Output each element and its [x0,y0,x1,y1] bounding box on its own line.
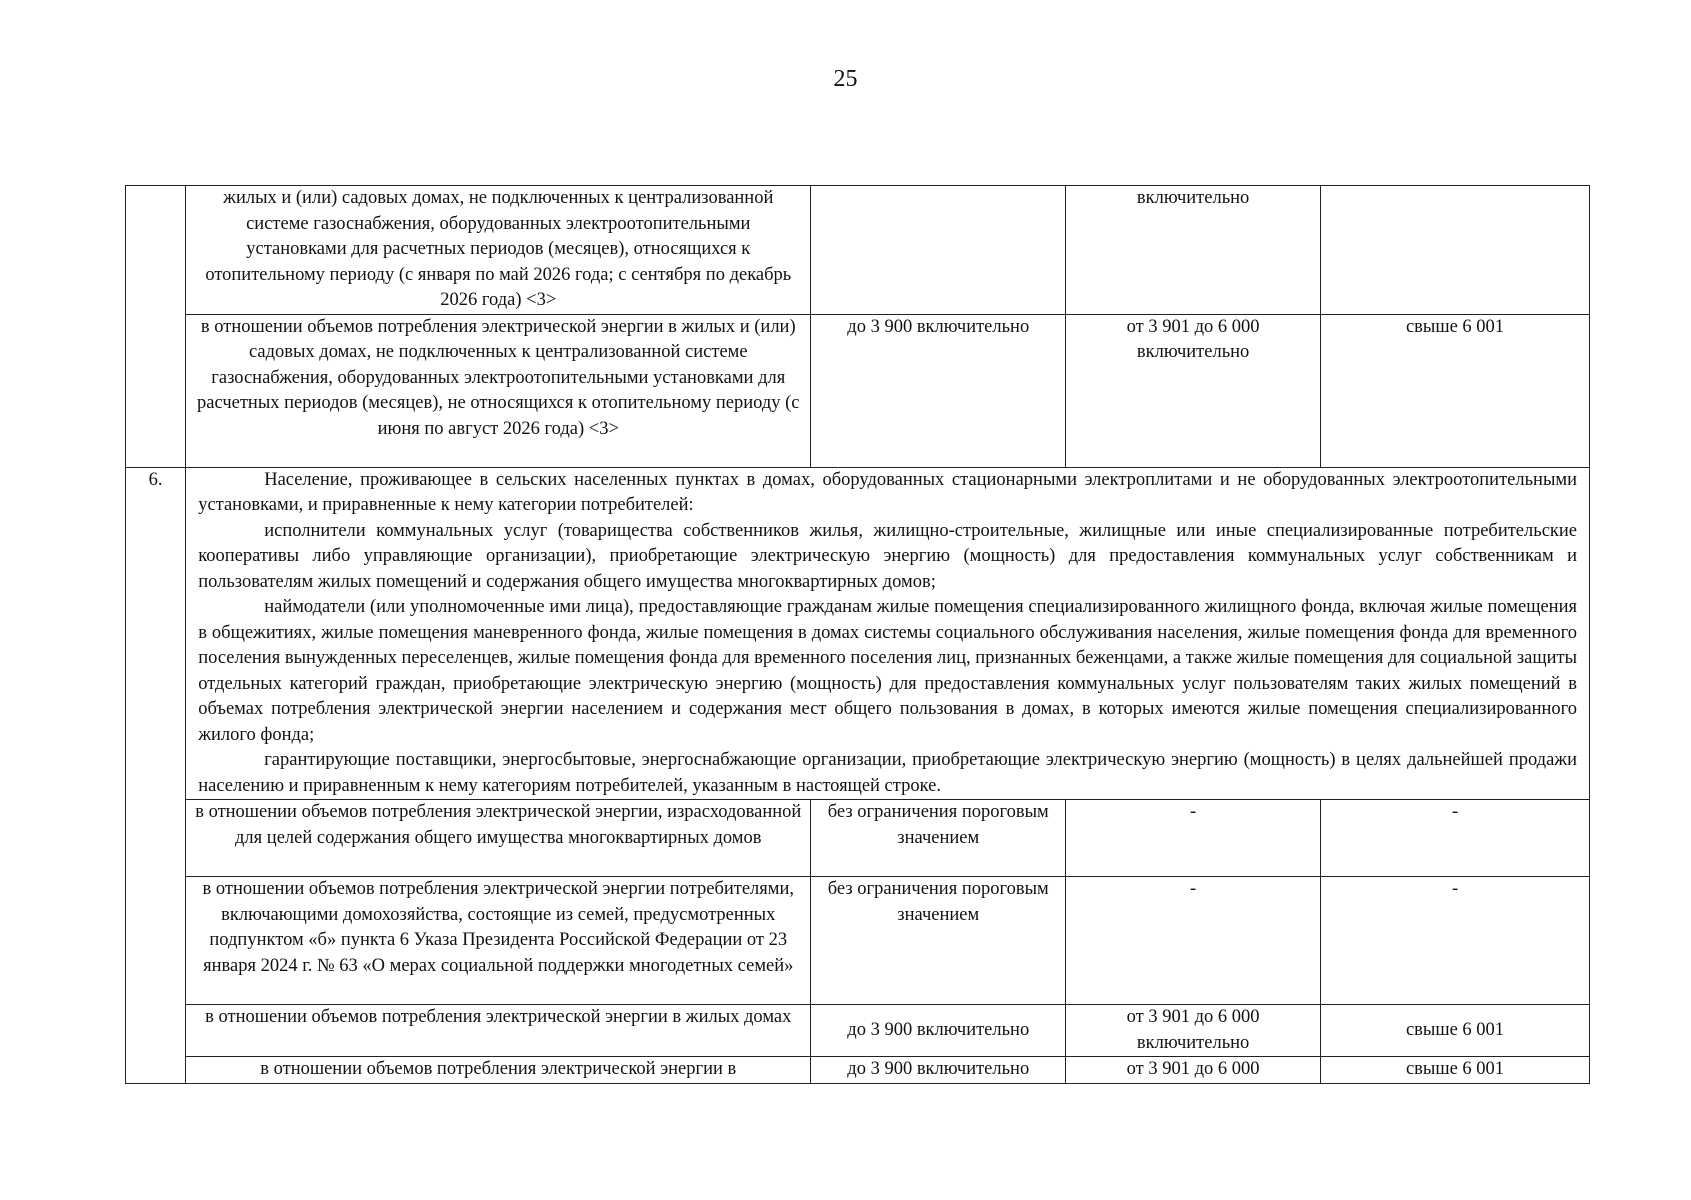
table-row [126,800,1590,877]
range-low: до 3 900 включительно [811,1057,1066,1084]
table-row [126,1057,1590,1084]
table-row [126,1005,1590,1057]
range-mid: от 3 901 до 6 000 включительно [1066,314,1321,467]
range-mid: включительно [1066,186,1321,315]
range-mid: от 3 901 до 6 000 [1066,1057,1321,1084]
section-paragraph: исполнители коммунальных услуг (товарищества собственников жилья, жилищно-строительные, жилищные или иные специализированные потребительские кооперативы либо управляющие организации), приобретающие электрическую энергию (мощность) для предоставления коммунальных услуг собственникам и пользователям жилых помещений и содержания общего имущества многоквартирных домов; [198,520,1577,592]
range-mid: - [1066,877,1321,1005]
range-low: без ограничения пороговым значением [811,800,1066,877]
range-low [811,186,1066,315]
section-number: 6. [126,467,186,800]
row-description: в отношении объемов потребления электрической энергии потребителями, включающими домохозяйства, состоящие из семей, предусмотренных подпунктом «б» пункта 6 Указа Президента Российской Федерации от 23 января 2024 г. № 63 «О мерах социальной поддержки многодетных семей» [186,877,811,1005]
section-paragraph: наймодатели (или уполномоченные ими лица), предоставляющие гражданам жилые помещения специализированного жилищного фонда, включая жилые помещения в общежитиях, жилые помещения маневренного фонда, жилые помещения в домах системы социального обслуживания населения, жилые помещения фонда для временного поселения вынужденных переселенцев, жилые помещения фонда для временного поселения лиц, признанных беженцами, а также жилые помещения для социальной защиты отдельных категорий граждан, приобретающие электрическую энергию (мощность) для предоставления коммунальных услуг пользователям таких жилых помещений в объемах потребления электрической энергии населением и содержания мест общего пользования в домах, в которых имеются жилые помещения специализированного жилого фонда; [198,597,1577,745]
row-description: в отношении объемов потребления электрической энергии в жилых домах [186,1005,811,1057]
table-row [126,186,1590,315]
section-paragraph: гарантирующие поставщики, энергосбытовые, энергоснабжающие организации, приобретающие электрическую энергию (мощность) в целях дальнейшей продажи населению и приравненным к нему категориям потребителей, указанным в настоящей строке. [198,750,1577,796]
range-high: свыше 6 001 [1321,314,1590,467]
tariff-table [125,185,1590,1084]
range-mid: - [1066,800,1321,877]
range-high: - [1321,800,1590,877]
range-high: свыше 6 001 [1321,1057,1590,1084]
row-description: в отношении объемов потребления электрической энергии в жилых и (или) садовых домах, не подключенных к централизованной системе газоснабжения, оборудованных электроотопительными установками для расчетных периодов (месяцев), не относящихся к отопительному периоду (с июня по август 2026 года) <3> [186,314,811,467]
section-description [186,467,1590,800]
row-description: в отношении объемов потребления электрической энергии в [186,1057,811,1084]
range-mid: от 3 901 до 6 000 включительно [1066,1005,1321,1057]
table-row [126,877,1590,1005]
range-low: без ограничения пороговым значением [811,877,1066,1005]
row-description: жилых и (или) садовых домах, не подключенных к централизованной системе газоснабжения, оборудованных электроотопительными установками для расчетных периодов (месяцев), относящихся к отопительному периоду (с января по май 2026 года; с сентября по декабрь 2026 года) <3> [186,186,811,315]
range-high: - [1321,877,1590,1005]
section-row [126,467,1590,800]
row-number [126,186,186,315]
range-low: до 3 900 включительно [811,1005,1066,1057]
row-description: в отношении объемов потребления электрической энергии, израсходованной для целей содержания общего имущества многоквартирных домов [186,800,811,877]
range-high [1321,186,1590,315]
range-high: свыше 6 001 [1321,1005,1590,1057]
page-number: 25 [833,66,858,92]
table-row [126,314,1590,467]
range-low: до 3 900 включительно [811,314,1066,467]
section-paragraph: Население, проживающее в сельских населенных пунктах в домах, оборудованных стационарными электроплитами и не оборудованных электроотопительными установками, и приравненные к нему категории потребителей: [198,469,1577,515]
row-number [126,314,186,467]
